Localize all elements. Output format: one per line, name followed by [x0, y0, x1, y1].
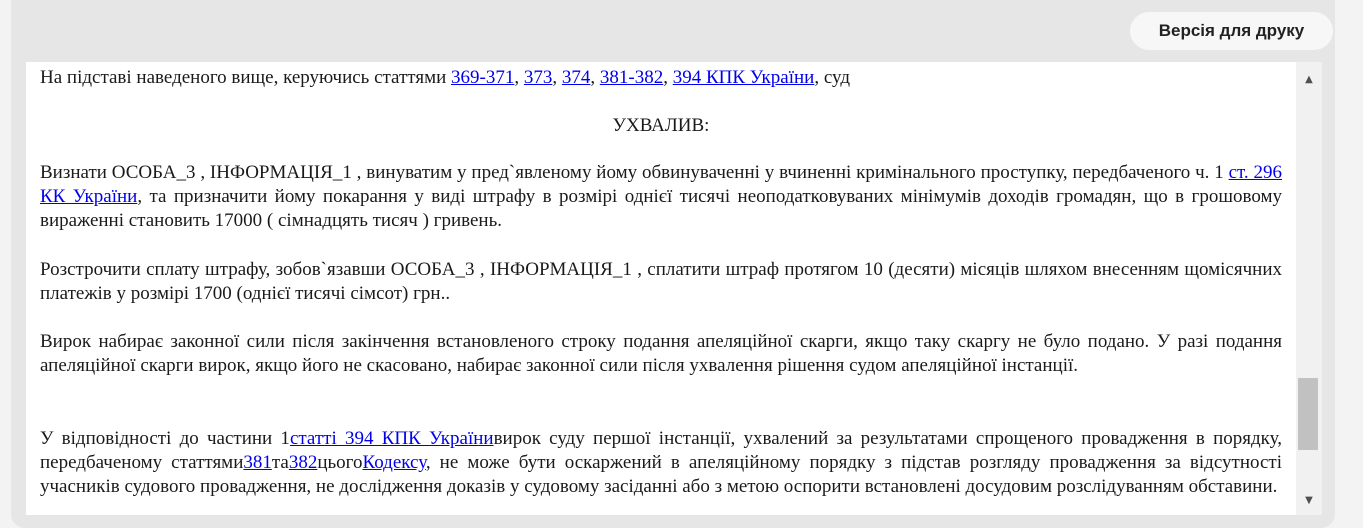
link-369-371[interactable]: 369-371	[451, 67, 515, 88]
link-381[interactable]: 381	[243, 452, 272, 473]
link-381-382[interactable]: 381-382	[599, 67, 664, 88]
document-text-area	[26, 62, 1296, 515]
paragraph-installment: Розстрочити сплату штрафу, зобов`язавши ОСОБА_3 , ІНФОРМАЦІЯ_1 , сплатити штраф протягом 10 (десяти) місяців шляхом внесенням щомісячних платежів у розмірі 1700 (однієї тисячі сімсот) грн..	[40, 259, 1282, 304]
link-373[interactable]: 373	[523, 67, 553, 88]
paragraph-verdict: Визнати ОСОБА_3 , ІНФОРМАЦІЯ_1 , винуватим у пред`явленому йому обвинуваченні у вчиненні кримінального проступку, передбаченого ч. 1 ст. 296 КК України, та призначити йому покарання у виді штрафу в розмірі однієї тисячі неоподатковуваних мінімумів доходів громадян, що в грошовому вираженні становить 17000 ( сімнадцять тисяч ) гривень.	[40, 162, 1282, 231]
heading-decided: УХВАЛИВ:	[612, 115, 710, 136]
link-394-kpk[interactable]: 394 КПК України	[672, 67, 815, 88]
link-statti-394-kpk[interactable]: статті 394 КПК України	[289, 428, 494, 449]
link-382[interactable]: 382	[288, 452, 318, 473]
link-st-296-kk[interactable]: ст. 296 КК України	[40, 162, 1282, 207]
paragraph-appeal: У відповідності до частини 1статті 394 КПК Українивирок суду першої інстанції, ухвалений за результатами спрощеного провадження в порядку, передбаченому статтями381та382цьогоКодексу, не може бути оскаржений в апеляційному порядку з підстав розгляду провадження за відсутності учасників судового провадження, не дослідження доказів у судовому засіданні або з метою оспорити встановлені досудовим розслідуванням обставини.	[40, 428, 1282, 497]
scroll-up-arrow-icon[interactable]: ▲	[1305, 73, 1313, 85]
vertical-scrollbar[interactable]	[1296, 62, 1322, 515]
scrollbar-thumb[interactable]	[1298, 378, 1318, 450]
print-version-button[interactable]: Версія для друку	[1130, 12, 1333, 50]
link-kodeksu[interactable]: Кодексу	[362, 452, 426, 473]
paragraph-basis: На підставі наведеного вище, керуючись статтями 369-371, 373, 374, 381-382, 394 КПК України, суд	[40, 67, 850, 88]
scroll-down-arrow-icon[interactable]: ▼	[1305, 494, 1313, 506]
link-374[interactable]: 374	[561, 67, 591, 88]
paragraph-legal-force: Вирок набирає законної сили після закінчення встановленого строку подання апеляційної скарги, якщо таку скаргу не було подано. У разі подання апеляційної скарги вирок, якщо його не скасовано, набирає законної сили після ухвалення рішення судом апеляційної інстанції.	[40, 331, 1282, 376]
